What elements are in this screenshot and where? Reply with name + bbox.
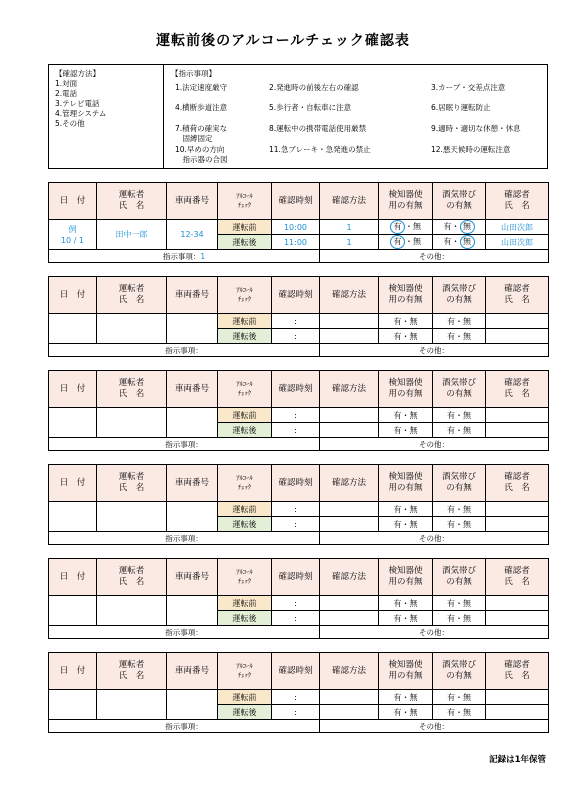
detector-before-cell[interactable]: 有・無 bbox=[379, 596, 433, 611]
header-odor: 酒気帯び の有無 bbox=[433, 371, 486, 408]
method-legend bbox=[49, 65, 164, 168]
after-label: 運転後 bbox=[218, 705, 272, 720]
method-before-cell[interactable] bbox=[320, 408, 379, 423]
record-block bbox=[48, 276, 548, 357]
method-before-cell[interactable] bbox=[320, 596, 379, 611]
instruction-item: 12.悪天候時の運転注意 bbox=[431, 145, 511, 154]
date-cell[interactable] bbox=[49, 690, 97, 720]
instruction-note-cell[interactable]: 指示事項： bbox=[49, 720, 320, 733]
date-cell[interactable]: 例 10 / 1 bbox=[49, 220, 97, 250]
other-note-cell[interactable]: その他： bbox=[320, 250, 549, 263]
other-note-cell[interactable]: その他： bbox=[320, 344, 549, 357]
driver-cell[interactable] bbox=[97, 596, 167, 626]
header-date: 日 付 bbox=[49, 183, 97, 220]
instruction-note-label: 指示事項： bbox=[162, 251, 201, 261]
header-time: 確認時刻 bbox=[272, 559, 320, 596]
header-confirmer: 確認者 氏 名 bbox=[486, 559, 549, 596]
detector-before-cell[interactable]: 有・無 bbox=[379, 314, 433, 329]
header-time: 確認時刻 bbox=[272, 277, 320, 314]
header-driver: 運転者 氏 名 bbox=[97, 465, 167, 502]
odor-after-cell[interactable]: 有・無 bbox=[433, 517, 486, 532]
other-note-cell[interactable]: その他： bbox=[320, 626, 549, 639]
header-detector: 検知器使 用の有無 bbox=[379, 371, 433, 408]
instruction-note-cell[interactable]: 指示事項： bbox=[49, 532, 320, 545]
vehicle-cell[interactable] bbox=[167, 502, 218, 532]
date-cell[interactable] bbox=[49, 314, 97, 344]
header-method: 確認方法 bbox=[320, 653, 379, 690]
header-vehicle: 車両番号 bbox=[167, 653, 218, 690]
odor-before-cell[interactable]: 有・無 bbox=[433, 596, 486, 611]
record-block bbox=[48, 652, 548, 733]
header-driver: 運転者 氏 名 bbox=[97, 183, 167, 220]
vehicle-cell[interactable] bbox=[167, 596, 218, 626]
instruction-note-cell[interactable] bbox=[49, 250, 320, 263]
method-after-cell[interactable]: 1 bbox=[320, 235, 379, 250]
before-label: 運転前 bbox=[218, 690, 272, 705]
other-note-cell[interactable]: その他： bbox=[320, 532, 549, 545]
after-label: 運転後 bbox=[218, 517, 272, 532]
instruction-legend bbox=[171, 69, 545, 79]
header-detector: 検知器使 用の有無 bbox=[379, 465, 433, 502]
header-odor: 酒気帯び の有無 bbox=[433, 465, 486, 502]
method-item: 2.電話 bbox=[55, 89, 78, 98]
header-date: 日 付 bbox=[49, 465, 97, 502]
date-cell[interactable] bbox=[49, 502, 97, 532]
retention-note: 記録は1年保管 bbox=[489, 755, 546, 765]
option-yes: 有 bbox=[443, 222, 452, 231]
odor-after-cell[interactable] bbox=[433, 235, 486, 250]
header-odor: 酒気帯び の有無 bbox=[433, 653, 486, 690]
header-alcohol: ｱﾙｺｰﾙ ﾁｪｯｸ bbox=[218, 277, 272, 314]
header-vehicle: 車両番号 bbox=[167, 183, 218, 220]
header-method: 確認方法 bbox=[320, 465, 379, 502]
instruction-note-cell[interactable]: 指示事項： bbox=[49, 438, 320, 451]
header-confirmer: 確認者 氏 名 bbox=[486, 277, 549, 314]
before-label: 運転前 bbox=[218, 314, 272, 329]
detector-after-cell[interactable]: 有・無 bbox=[379, 705, 433, 720]
option-no: 無 bbox=[413, 237, 421, 246]
selected-mark: 無 bbox=[460, 235, 475, 249]
header-time: 確認時刻 bbox=[272, 465, 320, 502]
odor-before-cell[interactable]: 有・無 bbox=[433, 408, 486, 423]
detector-before-cell[interactable]: 有・無 bbox=[379, 408, 433, 423]
odor-before-cell[interactable]: 有・無 bbox=[433, 314, 486, 329]
confirmer-before-cell[interactable] bbox=[486, 502, 549, 517]
header-odor: 酒気帯び の有無 bbox=[433, 559, 486, 596]
header-odor: 酒気帯び の有無 bbox=[433, 183, 486, 220]
detector-after-cell[interactable]: 有・無 bbox=[379, 329, 433, 344]
header-detector: 検知器使 用の有無 bbox=[379, 277, 433, 314]
header-confirmer: 確認者 氏 名 bbox=[486, 653, 549, 690]
header-driver: 運転者 氏 名 bbox=[97, 653, 167, 690]
header-date: 日 付 bbox=[49, 653, 97, 690]
time-after-cell[interactable]: 11:00 bbox=[272, 235, 320, 250]
instruction-item: 2.発進時の前後左右の確認 bbox=[269, 83, 359, 92]
instruction-item: 10.早めの方向 指示器の合図 bbox=[175, 145, 228, 164]
record-block bbox=[48, 370, 548, 451]
record-table bbox=[48, 276, 549, 357]
record-block bbox=[48, 558, 548, 639]
confirmer-before-cell[interactable] bbox=[486, 408, 549, 423]
instruction-item: 8.運転中の携帯電話使用厳禁 bbox=[269, 124, 367, 133]
time-before-cell[interactable]: : bbox=[272, 596, 320, 611]
header-method: 確認方法 bbox=[320, 183, 379, 220]
header-detector: 検知器使 用の有無 bbox=[379, 653, 433, 690]
record-block-example bbox=[48, 182, 548, 263]
method-before-cell[interactable] bbox=[320, 690, 379, 705]
time-after-cell[interactable]: : bbox=[272, 423, 320, 438]
selected-mark: 有 bbox=[390, 220, 405, 234]
method-item: 5.その他 bbox=[55, 119, 85, 128]
driver-cell[interactable] bbox=[97, 314, 167, 344]
confirmer-before-cell[interactable]: 山田次郎 bbox=[486, 220, 549, 235]
before-label: 運転前 bbox=[218, 596, 272, 611]
method-after-cell[interactable] bbox=[320, 423, 379, 438]
detector-after-cell[interactable]: 有・無 bbox=[379, 423, 433, 438]
record-table bbox=[48, 652, 549, 733]
header-confirmer: 確認者 氏 名 bbox=[486, 183, 549, 220]
confirmer-after-cell[interactable]: 山田次郎 bbox=[486, 235, 549, 250]
header-driver: 運転者 氏 名 bbox=[97, 277, 167, 314]
method-after-cell[interactable] bbox=[320, 705, 379, 720]
detector-after-cell[interactable]: 有・無 bbox=[379, 517, 433, 532]
after-label: 運転後 bbox=[218, 329, 272, 344]
instruction-heading: 【指示事項】 bbox=[171, 69, 216, 78]
confirmer-after-cell[interactable] bbox=[486, 329, 549, 344]
record-block bbox=[48, 464, 548, 545]
header-alcohol: ｱﾙｺｰﾙ ﾁｪｯｸ bbox=[218, 559, 272, 596]
record-table bbox=[48, 464, 549, 545]
header-confirmer: 確認者 氏 名 bbox=[486, 371, 549, 408]
record-table bbox=[48, 558, 549, 639]
time-before-cell[interactable]: : bbox=[272, 408, 320, 423]
time-after-cell[interactable]: : bbox=[272, 329, 320, 344]
option-yes: 有 bbox=[443, 237, 452, 246]
after-label: 運転後 bbox=[218, 611, 272, 626]
method-after-cell[interactable] bbox=[320, 329, 379, 344]
instruction-item: 5.歩行者・自転車に注意 bbox=[269, 103, 352, 112]
detector-after-cell[interactable] bbox=[379, 235, 433, 250]
before-label: 運転前 bbox=[218, 408, 272, 423]
instruction-item: 9.適時・適切な休憩・休息 bbox=[431, 124, 521, 133]
header-detector: 検知器使 用の有無 bbox=[379, 559, 433, 596]
header-alcohol: ｱﾙｺｰﾙ ﾁｪｯｸ bbox=[218, 371, 272, 408]
instruction-item: 11.急ブレーキ・急発進の禁止 bbox=[269, 145, 371, 154]
header-detector: 検知器使 用の有無 bbox=[379, 183, 433, 220]
time-after-cell[interactable]: : bbox=[272, 611, 320, 626]
method-heading: 【確認方法】 bbox=[55, 69, 100, 78]
time-after-cell[interactable]: : bbox=[272, 517, 320, 532]
driver-cell[interactable] bbox=[97, 408, 167, 438]
vehicle-cell[interactable]: 12-34 bbox=[167, 220, 218, 250]
instruction-item: 3.カーブ・交差点注意 bbox=[431, 83, 506, 92]
method-before-cell[interactable] bbox=[320, 502, 379, 517]
odor-after-cell[interactable]: 有・無 bbox=[433, 423, 486, 438]
confirmer-after-cell[interactable] bbox=[486, 611, 549, 626]
time-before-cell[interactable]: : bbox=[272, 690, 320, 705]
header-driver: 運転者 氏 名 bbox=[97, 371, 167, 408]
selected-mark: 有 bbox=[390, 235, 405, 249]
separator: ・ bbox=[405, 237, 413, 246]
instruction-note-cell[interactable]: 指示事項： bbox=[49, 344, 320, 357]
separator: ・ bbox=[451, 237, 460, 246]
method-after-cell[interactable] bbox=[320, 517, 379, 532]
header-method: 確認方法 bbox=[320, 559, 379, 596]
method-item: 4.管理システム bbox=[55, 109, 107, 118]
header-time: 確認時刻 bbox=[272, 653, 320, 690]
detector-after-cell[interactable]: 有・無 bbox=[379, 611, 433, 626]
header-date: 日 付 bbox=[49, 277, 97, 314]
odor-before-cell[interactable] bbox=[433, 220, 486, 235]
selected-mark: 無 bbox=[460, 220, 475, 234]
vehicle-cell[interactable] bbox=[167, 408, 218, 438]
confirmer-before-cell[interactable] bbox=[486, 596, 549, 611]
header-date: 日 付 bbox=[49, 559, 97, 596]
record-table bbox=[48, 370, 549, 451]
instruction-item: 6.居眠り運転防止 bbox=[431, 103, 491, 112]
confirmer-after-cell[interactable] bbox=[486, 705, 549, 720]
header-method: 確認方法 bbox=[320, 277, 379, 314]
instruction-item: 1.法定速度厳守 bbox=[175, 83, 228, 92]
other-note-cell[interactable]: その他： bbox=[320, 720, 549, 733]
detector-before-cell[interactable]: 有・無 bbox=[379, 690, 433, 705]
instruction-item: 7.積荷の確実な 固縛固定 bbox=[175, 124, 228, 143]
header-driver: 運転者 氏 名 bbox=[97, 559, 167, 596]
instruction-note-value: 1 bbox=[200, 251, 206, 261]
separator: ・ bbox=[451, 222, 460, 231]
confirmer-before-cell[interactable] bbox=[486, 690, 549, 705]
detector-before-cell[interactable] bbox=[379, 220, 433, 235]
info-box bbox=[48, 64, 548, 169]
method-item: 1.対面 bbox=[55, 79, 78, 88]
confirmer-after-cell[interactable] bbox=[486, 423, 549, 438]
time-after-cell[interactable]: : bbox=[272, 705, 320, 720]
confirmer-before-cell[interactable] bbox=[486, 314, 549, 329]
before-label: 運転前 bbox=[218, 502, 272, 517]
time-before-cell[interactable]: : bbox=[272, 502, 320, 517]
date-cell[interactable] bbox=[49, 408, 97, 438]
method-before-cell[interactable]: 1 bbox=[320, 220, 379, 235]
header-odor: 酒気帯び の有無 bbox=[433, 277, 486, 314]
header-date: 日 付 bbox=[49, 371, 97, 408]
header-alcohol: ｱﾙｺｰﾙ ﾁｪｯｸ bbox=[218, 465, 272, 502]
driver-cell[interactable] bbox=[97, 502, 167, 532]
header-vehicle: 車両番号 bbox=[167, 559, 218, 596]
record-table bbox=[48, 182, 549, 263]
header-vehicle: 車両番号 bbox=[167, 465, 218, 502]
odor-before-cell[interactable]: 有・無 bbox=[433, 502, 486, 517]
time-before-cell[interactable]: 10:00 bbox=[272, 220, 320, 235]
method-before-cell[interactable] bbox=[320, 314, 379, 329]
instruction-item: 4.横断歩道注意 bbox=[175, 103, 228, 112]
method-after-cell[interactable] bbox=[320, 611, 379, 626]
after-label: 運転後 bbox=[218, 235, 272, 250]
odor-after-cell[interactable]: 有・無 bbox=[433, 705, 486, 720]
header-vehicle: 車両番号 bbox=[167, 277, 218, 314]
after-label: 運転後 bbox=[218, 423, 272, 438]
detector-before-cell[interactable]: 有・無 bbox=[379, 502, 433, 517]
header-method: 確認方法 bbox=[320, 371, 379, 408]
before-label: 運転前 bbox=[218, 220, 272, 235]
time-before-cell[interactable]: : bbox=[272, 314, 320, 329]
driver-cell[interactable]: 田中一郎 bbox=[97, 220, 167, 250]
header-alcohol: ｱﾙｺｰﾙ ﾁｪｯｸ bbox=[218, 653, 272, 690]
vehicle-cell[interactable] bbox=[167, 690, 218, 720]
confirmer-after-cell[interactable] bbox=[486, 517, 549, 532]
odor-before-cell[interactable]: 有・無 bbox=[433, 690, 486, 705]
header-confirmer: 確認者 氏 名 bbox=[486, 465, 549, 502]
header-time: 確認時刻 bbox=[272, 183, 320, 220]
option-no: 無 bbox=[413, 222, 421, 231]
page-title: 運転前後のアルコールチェック確認表 bbox=[156, 33, 410, 49]
header-alcohol: ｱﾙｺｰﾙ ﾁｪｯｸ bbox=[218, 183, 272, 220]
header-time: 確認時刻 bbox=[272, 371, 320, 408]
vehicle-cell[interactable] bbox=[167, 314, 218, 344]
method-item: 3.テレビ電話 bbox=[55, 99, 100, 108]
date-cell[interactable] bbox=[49, 596, 97, 626]
other-note-cell[interactable]: その他： bbox=[320, 438, 549, 451]
driver-cell[interactable] bbox=[97, 690, 167, 720]
odor-after-cell[interactable]: 有・無 bbox=[433, 329, 486, 344]
instruction-note-cell[interactable]: 指示事項： bbox=[49, 626, 320, 639]
header-vehicle: 車両番号 bbox=[167, 371, 218, 408]
separator: ・ bbox=[405, 222, 413, 231]
odor-after-cell[interactable]: 有・無 bbox=[433, 611, 486, 626]
